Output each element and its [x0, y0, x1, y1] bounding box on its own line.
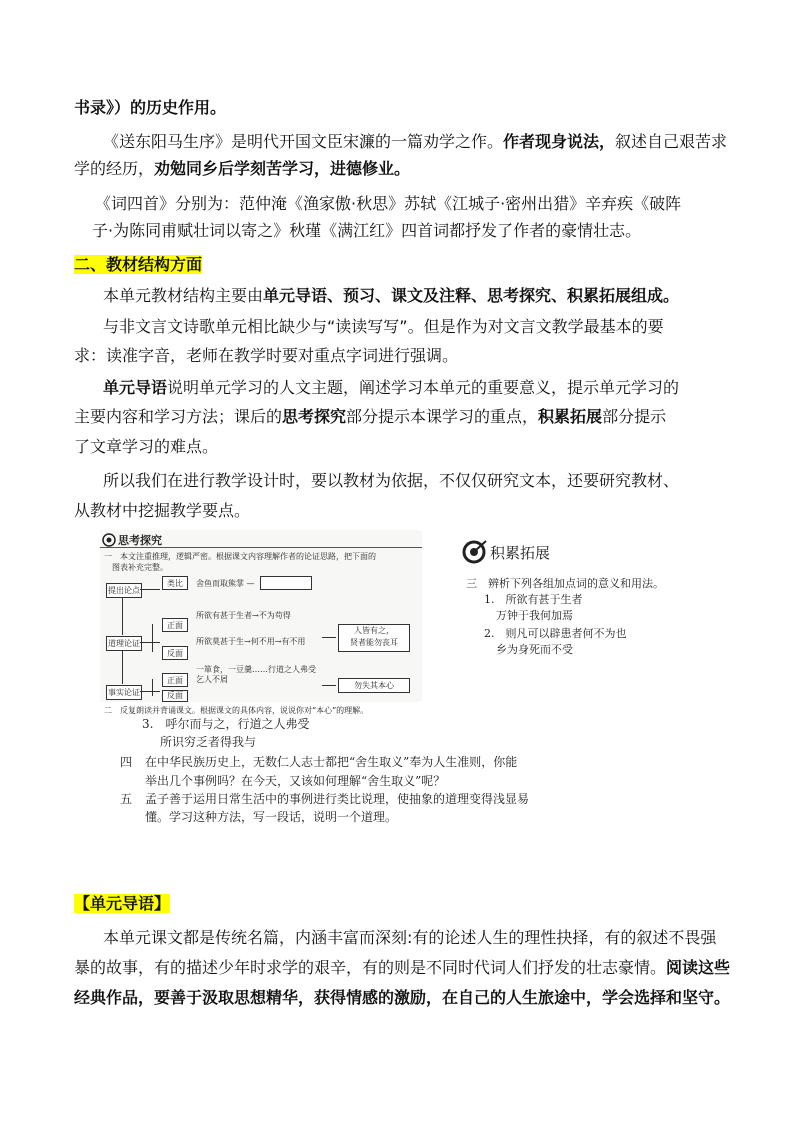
text-danshi: 一箪食，一豆羹……行道之人弗受 — [196, 665, 316, 674]
para-compare: 与非文言文诗歌单元相比缺少与“读读写写”。但是作为对文言文教学最基本的要 — [103, 317, 664, 336]
question-5-label: 五 — [120, 792, 133, 806]
target-icon — [102, 533, 116, 547]
node-leibi: 类比 — [162, 576, 188, 590]
connector — [322, 637, 336, 638]
connector — [140, 691, 160, 692]
para-unit-intro-cont: 主要内容和学习方法；课后的思考探究部分提示本课学习的重点，积累拓展部分提示 — [74, 407, 667, 426]
item-2: 2. 则凡可以辟患者何不为也 — [484, 627, 627, 640]
question-1: 一 本文注重推理，逻辑严密。根据课文内容理解作者的论证思路，把下面的 — [104, 552, 376, 561]
node-daoli: 道理论证 — [106, 636, 142, 651]
para-compare-cont: 求：读准字音，老师在教学时要对重点字词进行强调。 — [74, 346, 459, 365]
divider — [100, 547, 422, 548]
target-icon — [462, 539, 488, 565]
node-shishi: 事实论证 — [106, 685, 142, 700]
connector — [122, 597, 123, 635]
question-2: 二 反复朗读并背诵课文。根据课文的具体内容，说说你对“本心”的理解。 — [104, 706, 369, 715]
node-lunzhi: 提出论点 — [106, 583, 142, 598]
question-4-label: 四 — [120, 755, 133, 769]
para-songdongyang: 《送东阳马生序》是明代开国文臣宋濂的一篇劝学之作。作者现身说法，叙述自己艰苦求 — [103, 132, 728, 151]
para-ci-sishou: 《词四首》分别为：范仲淹《渔家傲·秋思》苏轼《江城子·密州出猎》辛弃疾《破阵 — [95, 194, 682, 213]
para-ci-sishou-cont: 子·为陈同甫赋壮词以寄之》秋瑾《满江红》四首词都抒发了作者的豪情壮志。 — [92, 221, 642, 240]
para-unit-intro-end: 了文章学习的难点。 — [74, 437, 219, 456]
para-design-cont: 从教材中挖掘教学要点。 — [74, 501, 251, 520]
para-unit-intro: 单元导语说明单元学习的人文主题，阐述学习本单元的重要意义，提示单元学习的 — [103, 378, 680, 397]
figure-sikao-tanjiu — [100, 530, 422, 702]
item-1-b: 万钟于我何加焉 — [496, 609, 573, 622]
question-4: 在中华民族历史上，无数仁人志士都把“舍生取义”奉为人生准则，你能 — [145, 755, 518, 769]
figure-title: 积累拓展 — [490, 544, 551, 562]
question-5: 孟子善于运用日常生活中的事例进行类比说理，使抽象的道理变得浅显易 — [145, 792, 530, 806]
text-history-role: 书录》）的历史作用。 — [74, 98, 227, 117]
connector — [322, 685, 336, 686]
text-fish-bear: 舍鱼而取熊掌 — — [196, 579, 255, 588]
figure-jilei-tuozhan — [450, 533, 730, 683]
para-unit-intro-text-2: 暴的故事，有的描述少年时求学的艰辛，有的则是不同时代词人们抒发的壮志豪情。阅读这些 — [74, 958, 731, 977]
node-zheng-1: 正面 — [162, 618, 188, 632]
question-1-cont: 图表补充完整。 — [112, 563, 168, 572]
node-fan-1: 反面 — [162, 646, 188, 660]
connector — [122, 650, 123, 684]
para-unit-intro-text: 本单元课文都是传统名篇，内涵丰富而深刻:有的论述人生的理性抉择，有的叙述不畏强 — [103, 928, 717, 947]
figure-title: 思考探究 — [118, 534, 162, 547]
node-zheng-2: 正面 — [162, 673, 188, 687]
result-box-1: 人皆有之， 贤者能勿丧耳 — [338, 624, 410, 652]
text-suoyu-1: 所欲有甚于生者→不为苟得 — [196, 611, 291, 620]
connector — [152, 624, 153, 652]
section-heading-structure: 二、教材结构方面 — [74, 255, 203, 274]
question-3: 三 辨析下列各组加点词的意义和用法。 — [466, 577, 664, 590]
text-qiren: 乞人不屑 — [196, 675, 228, 684]
para-history-role — [74, 97, 226, 119]
connector — [140, 589, 160, 590]
node-fan-2: 反面 — [162, 690, 188, 702]
connector — [140, 642, 160, 643]
text-suoyu-2: 所欲莫甚于生→何不用→有不用 — [196, 637, 306, 646]
para-design: 所以我们在进行教学设计时，要以教材为依据，不仅仅研究文本，还要研究教材、 — [103, 471, 680, 490]
para-songdongyang-cont: 学的经历，劝勉同乡后学刻苦学习，进德修业。 — [74, 159, 411, 178]
result-box-2: 勿失其本心 — [338, 678, 410, 693]
connector — [152, 679, 153, 696]
section-heading-unit-intro: 【单元导语】 — [74, 894, 171, 913]
blank-box — [260, 576, 312, 590]
item-3: 3. 呼尔而与之，行道之人弗受 — [142, 717, 310, 731]
item-3-b: 所识穷乏者得我与 — [160, 735, 257, 749]
question-4-cont: 举出几个事例吗？在今天，又该如何理解“舍生取义”呢？ — [145, 774, 446, 788]
para-unit-intro-text-3: 经典作品，要善于汲取思想精华，获得情感的激励，在自己的人生旅途中，学会选择和坚守。 — [74, 988, 731, 1007]
para-structure: 本单元教材结构主要由单元导语、预习、课文及注释、思考探究、积累拓展组成。 — [103, 286, 680, 305]
item-1: 1. 所欲有甚于生者 — [484, 593, 583, 606]
question-5-cont: 懂。学习这种方法，写一段话，说明一个道理。 — [145, 810, 398, 824]
item-2-b: 乡为身死而不受 — [496, 643, 573, 656]
